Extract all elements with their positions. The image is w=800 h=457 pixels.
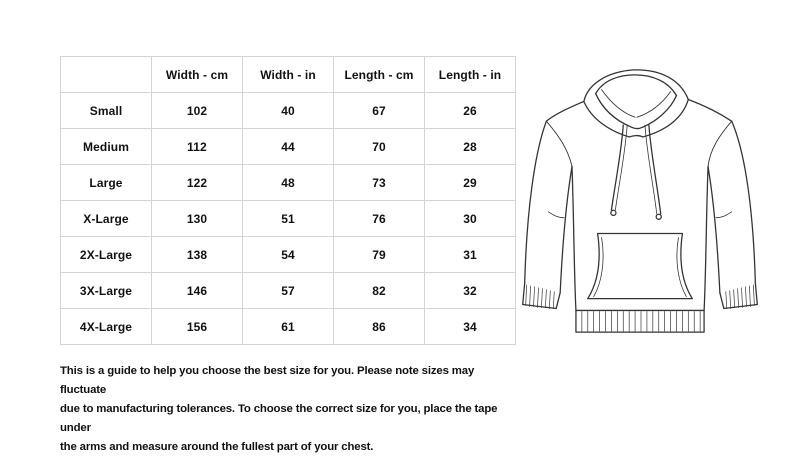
sizing-note [60, 362, 500, 457]
table-row [61, 201, 516, 237]
hoodie-outline-icon [512, 64, 770, 340]
length-cm-cell: 76 [334, 201, 425, 237]
width-in-cell: 54 [243, 237, 334, 273]
width-cm-cell: 112 [152, 129, 243, 165]
length-in-cell: 32 [425, 273, 516, 309]
length-in-cell: 26 [425, 93, 516, 129]
length-in-cell: 29 [425, 165, 516, 201]
length-in-cell: 30 [425, 201, 516, 237]
header-length-cm: Length - cm [334, 57, 425, 93]
size-label: Medium [61, 129, 152, 165]
length-cm-cell: 67 [334, 93, 425, 129]
length-cm-cell: 82 [334, 273, 425, 309]
header-width-cm: Width - cm [152, 57, 243, 93]
width-cm-cell: 102 [152, 93, 243, 129]
width-in-cell: 48 [243, 165, 334, 201]
table-row [61, 129, 516, 165]
table-row [61, 309, 516, 345]
table-row [61, 93, 516, 129]
header-empty-cell [61, 57, 152, 93]
size-label: 2X-Large [61, 237, 152, 273]
width-in-cell: 44 [243, 129, 334, 165]
sizing-note-line: the arms and measure around the fullest part of your chest. [60, 441, 374, 453]
width-cm-cell: 146 [152, 273, 243, 309]
header-width-in: Width - in [243, 57, 334, 93]
size-label: 4X-Large [61, 309, 152, 345]
width-in-cell: 40 [243, 93, 334, 129]
table-header-row [61, 57, 516, 93]
length-cm-cell: 79 [334, 237, 425, 273]
size-label: X-Large [61, 201, 152, 237]
length-cm-cell: 73 [334, 165, 425, 201]
length-cm-cell: 86 [334, 309, 425, 345]
size-chart-table [60, 56, 516, 345]
width-in-cell: 61 [243, 309, 334, 345]
width-cm-cell: 122 [152, 165, 243, 201]
size-label: 3X-Large [61, 273, 152, 309]
table-row [61, 273, 516, 309]
length-cm-cell: 70 [334, 129, 425, 165]
table-row [61, 165, 516, 201]
length-in-cell: 28 [425, 129, 516, 165]
width-cm-cell: 130 [152, 201, 243, 237]
sizing-note-line: This is a guide to help you choose the best size for you. Please note sizes may fluctuate [60, 365, 475, 396]
table-row [61, 237, 516, 273]
width-cm-cell: 156 [152, 309, 243, 345]
width-cm-cell: 138 [152, 237, 243, 273]
width-in-cell: 51 [243, 201, 334, 237]
width-in-cell: 57 [243, 273, 334, 309]
length-in-cell: 34 [425, 309, 516, 345]
size-label: Large [61, 165, 152, 201]
sizing-note-line: due to manufacturing tolerances. To choose the correct size for you, place the tape under [60, 403, 498, 434]
size-label: Small [61, 93, 152, 129]
header-length-in: Length - in [425, 57, 516, 93]
length-in-cell: 31 [425, 237, 516, 273]
